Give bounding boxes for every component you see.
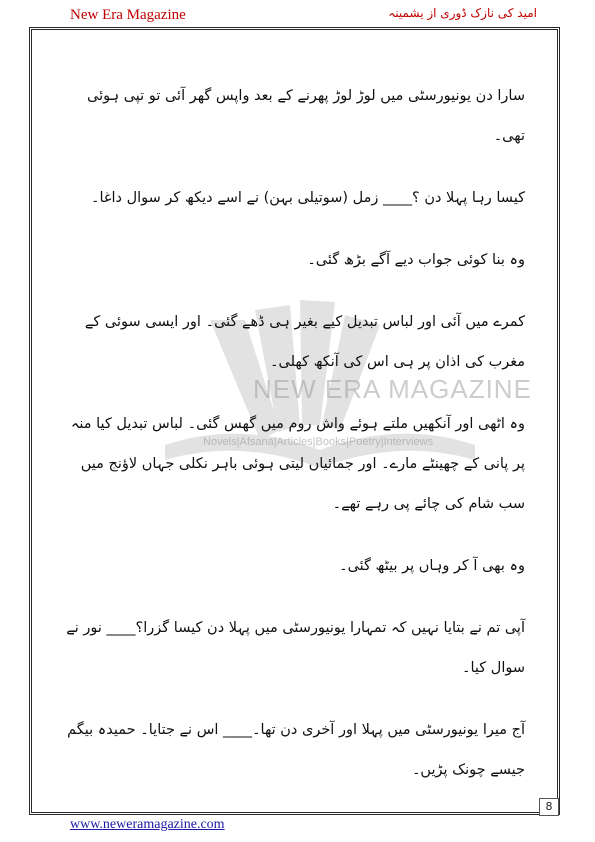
paragraph: وہ بھی آ کر وہاں پر بیٹھ گئی۔ [339,558,525,574]
watermark-title: NEW ERA MAGAZINE [253,374,532,404]
paragraph: وہ بنا کوئی جواب دیے آگے بڑھ گئی۔ [307,252,525,268]
page-number: 8 [539,798,559,816]
paragraph: آج میرا یونیورسٹی میں پہلا اور آخری دن تھا۔____ اس نے جتایا۔ حمیدہ بیگم جیسے چونک پڑیں۔ [67,722,525,778]
paragraph: وہ اٹھی اور آنکھیں ملتے ہوئے واش روم میں گھس گئی۔ لباس تبدیل کیا منہ پر پانی کے چھینٹے مارے۔ اور جمائیاں لیتی ہوئی باہر نکلی جہاں لاؤنج میں سب شام کی چائے پی رہے تھے۔ [70,416,525,512]
watermark-subtitle: Novels|Afsana|Articles|Books|Poetry|Interviews [203,436,434,448]
magazine-name: New Era Magazine [70,7,186,23]
paragraph: کمرے میں آئی اور لباس تبدیل کیے بغیر ہی ڈھے گئی۔ اور ایسی سوئی کے مغرب کی اذان پر ہی اس کی آنکھ کھلی۔ [84,314,525,370]
website-link[interactable]: www.neweramagazine.com [70,817,225,832]
story-body [60,76,525,812]
paragraph: آپی تم نے بتایا نہیں کہ تمہارا یونیورسٹی میں پہلا دن کیسا گزرا؟____ نور نے سوال کیا۔ [66,620,525,676]
novel-title: امید کی نازک ڈوری از یشمینہ [388,6,537,20]
paragraph: کیسا رہا پہلا دن ؟____ زمل (سوتیلی بہن) نے اسے دیکھ کر سوال داغا۔ [91,190,525,206]
paragraph: سارا دن یونیورسٹی میں لوڑ لوڑ پھرنے کے بعد واپس گھر آئی تو تپی ہوئی تھی۔ [87,88,525,144]
